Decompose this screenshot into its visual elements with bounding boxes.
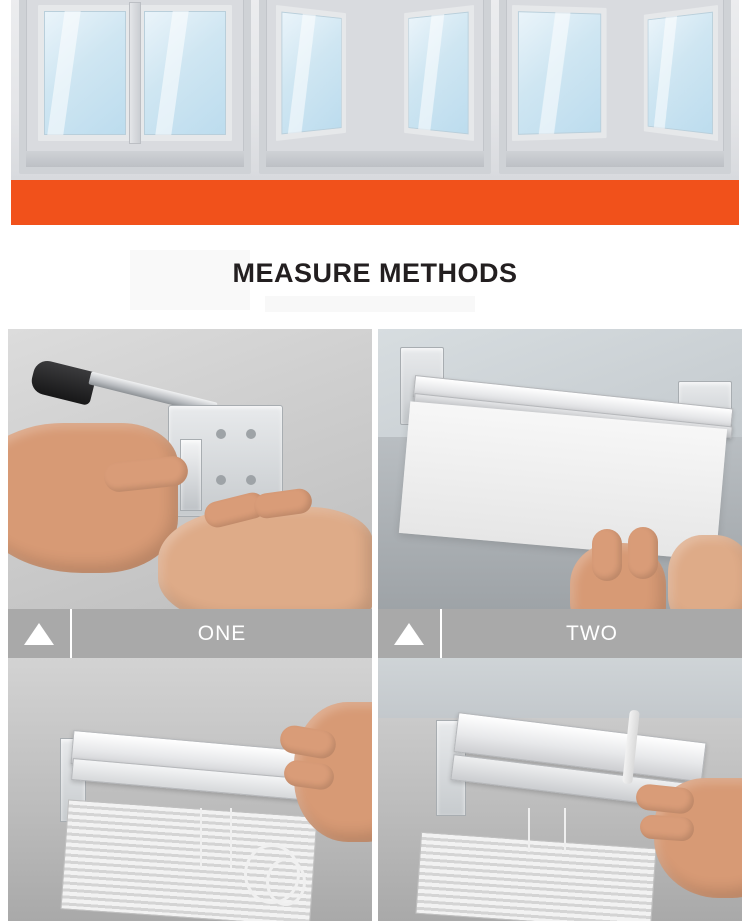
window-mullion: [130, 3, 140, 143]
hand-right: [668, 535, 742, 609]
blind-slats: [415, 832, 656, 921]
cord-loop: [266, 858, 306, 906]
window-sash-right: [644, 5, 718, 141]
step-one-label: ONE: [197, 621, 247, 645]
bracket-hole: [246, 429, 256, 439]
window-sash-left: [512, 5, 607, 141]
glass-highlight: [156, 11, 189, 135]
window-sash-left: [276, 5, 346, 141]
triangle-up-icon: [378, 609, 440, 658]
step-two-caption: [378, 609, 742, 658]
finger: [592, 529, 622, 581]
window-banner-image: [11, 0, 739, 180]
bracket-hole: [246, 475, 256, 485]
step-three-cell: [8, 658, 372, 921]
blind-fabric: [399, 401, 727, 560]
window-sash-right: [138, 5, 232, 141]
bracket-hole: [216, 429, 226, 439]
glass-highlight: [288, 14, 316, 134]
window-folded-graphic: [499, 0, 731, 174]
blind-cord: [200, 808, 202, 868]
glass-highlight: [654, 16, 677, 129]
step-one-caption: [8, 609, 372, 658]
blind-cord: [564, 808, 566, 852]
window-sash-left: [38, 5, 132, 141]
blind-cord: [528, 808, 530, 852]
glass-highlight: [418, 14, 444, 130]
orange-divider-bar: [11, 180, 739, 225]
hand-supporting-bracket: [158, 507, 372, 609]
step-three-photo: [8, 658, 372, 921]
glass-highlight: [539, 12, 571, 134]
window-open-graphic: [259, 0, 491, 174]
triangle-up-icon: [8, 609, 70, 658]
glass-highlight: [47, 11, 80, 135]
step-four-photo: [378, 658, 742, 921]
background-block-right: [265, 296, 475, 312]
step-two-label: TWO: [566, 621, 618, 645]
bracket-hole: [216, 475, 226, 485]
wall-upper-shade: [378, 658, 742, 718]
blind-cord: [230, 808, 232, 868]
step-two-cell: [378, 329, 742, 658]
finger: [639, 814, 695, 842]
page-title: MEASURE METHODS: [232, 258, 518, 288]
window-closed-graphic: [19, 0, 251, 174]
step-one-photo: [8, 329, 372, 609]
step-two-photo: [378, 329, 742, 609]
window-banner-inner: [11, 0, 739, 180]
hand-holding-screwdriver: [8, 423, 178, 573]
step-one-cell: [8, 329, 372, 658]
window-sash-right: [404, 5, 474, 141]
step-four-cell: [378, 658, 742, 921]
steps-grid: [8, 329, 742, 921]
finger: [628, 527, 658, 579]
